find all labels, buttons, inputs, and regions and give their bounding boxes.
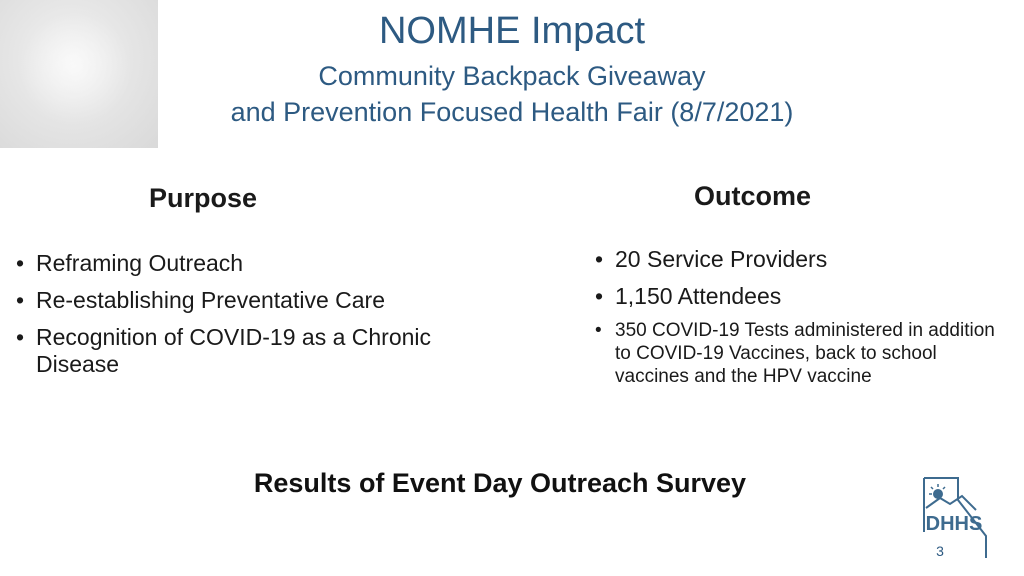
logo-text: DHHS [925, 513, 983, 535]
outcome-list [595, 245, 995, 388]
logo-mountains [926, 496, 976, 510]
outcome-heading: Outcome [694, 181, 812, 211]
purpose-heading: Purpose [149, 183, 258, 213]
bullet: • [595, 246, 604, 272]
outcome-item-text: 350 COVID-19 Tests administered in addition to COVID-19 Vaccines, back to school vaccines and the HPV vaccine [615, 320, 995, 387]
page-number: 3 [936, 543, 944, 559]
outcome-item-attendees [595, 282, 995, 310]
bullet: • [16, 324, 25, 350]
purpose-item-reframing [16, 250, 486, 277]
outcome-item-service-providers [595, 245, 995, 273]
bullet: • [595, 283, 604, 309]
slide-subtitle-line2: and Prevention Focused Health Fair (8/7/2021) [230, 97, 794, 127]
purpose-item-text: Reframing Outreach [36, 250, 244, 276]
purpose-list [16, 250, 486, 388]
slide-subtitle-line1: Community Backpack Giveaway [318, 61, 706, 91]
outcome-item-text: 20 Service Providers [615, 246, 828, 272]
purpose-item-text: Re-establishing Preventative Care [36, 287, 386, 313]
dhhs-logo-icon [918, 474, 990, 560]
purpose-item-covid-chronic [16, 324, 486, 378]
slide-title: NOMHE Impact [378, 10, 646, 52]
results-heading: Results of Event Day Outreach Survey [253, 468, 747, 498]
outcome-item-text: 1,150 Attendees [615, 283, 782, 309]
bullet: • [16, 250, 25, 276]
bullet: • [595, 320, 602, 341]
bullet: • [16, 287, 25, 313]
logo-sun [933, 489, 943, 499]
purpose-item-preventative-care [16, 287, 486, 314]
outcome-item-covid-tests [595, 319, 995, 388]
purpose-item-text: Recognition of COVID-19 as a Chronic Disease [36, 324, 432, 377]
